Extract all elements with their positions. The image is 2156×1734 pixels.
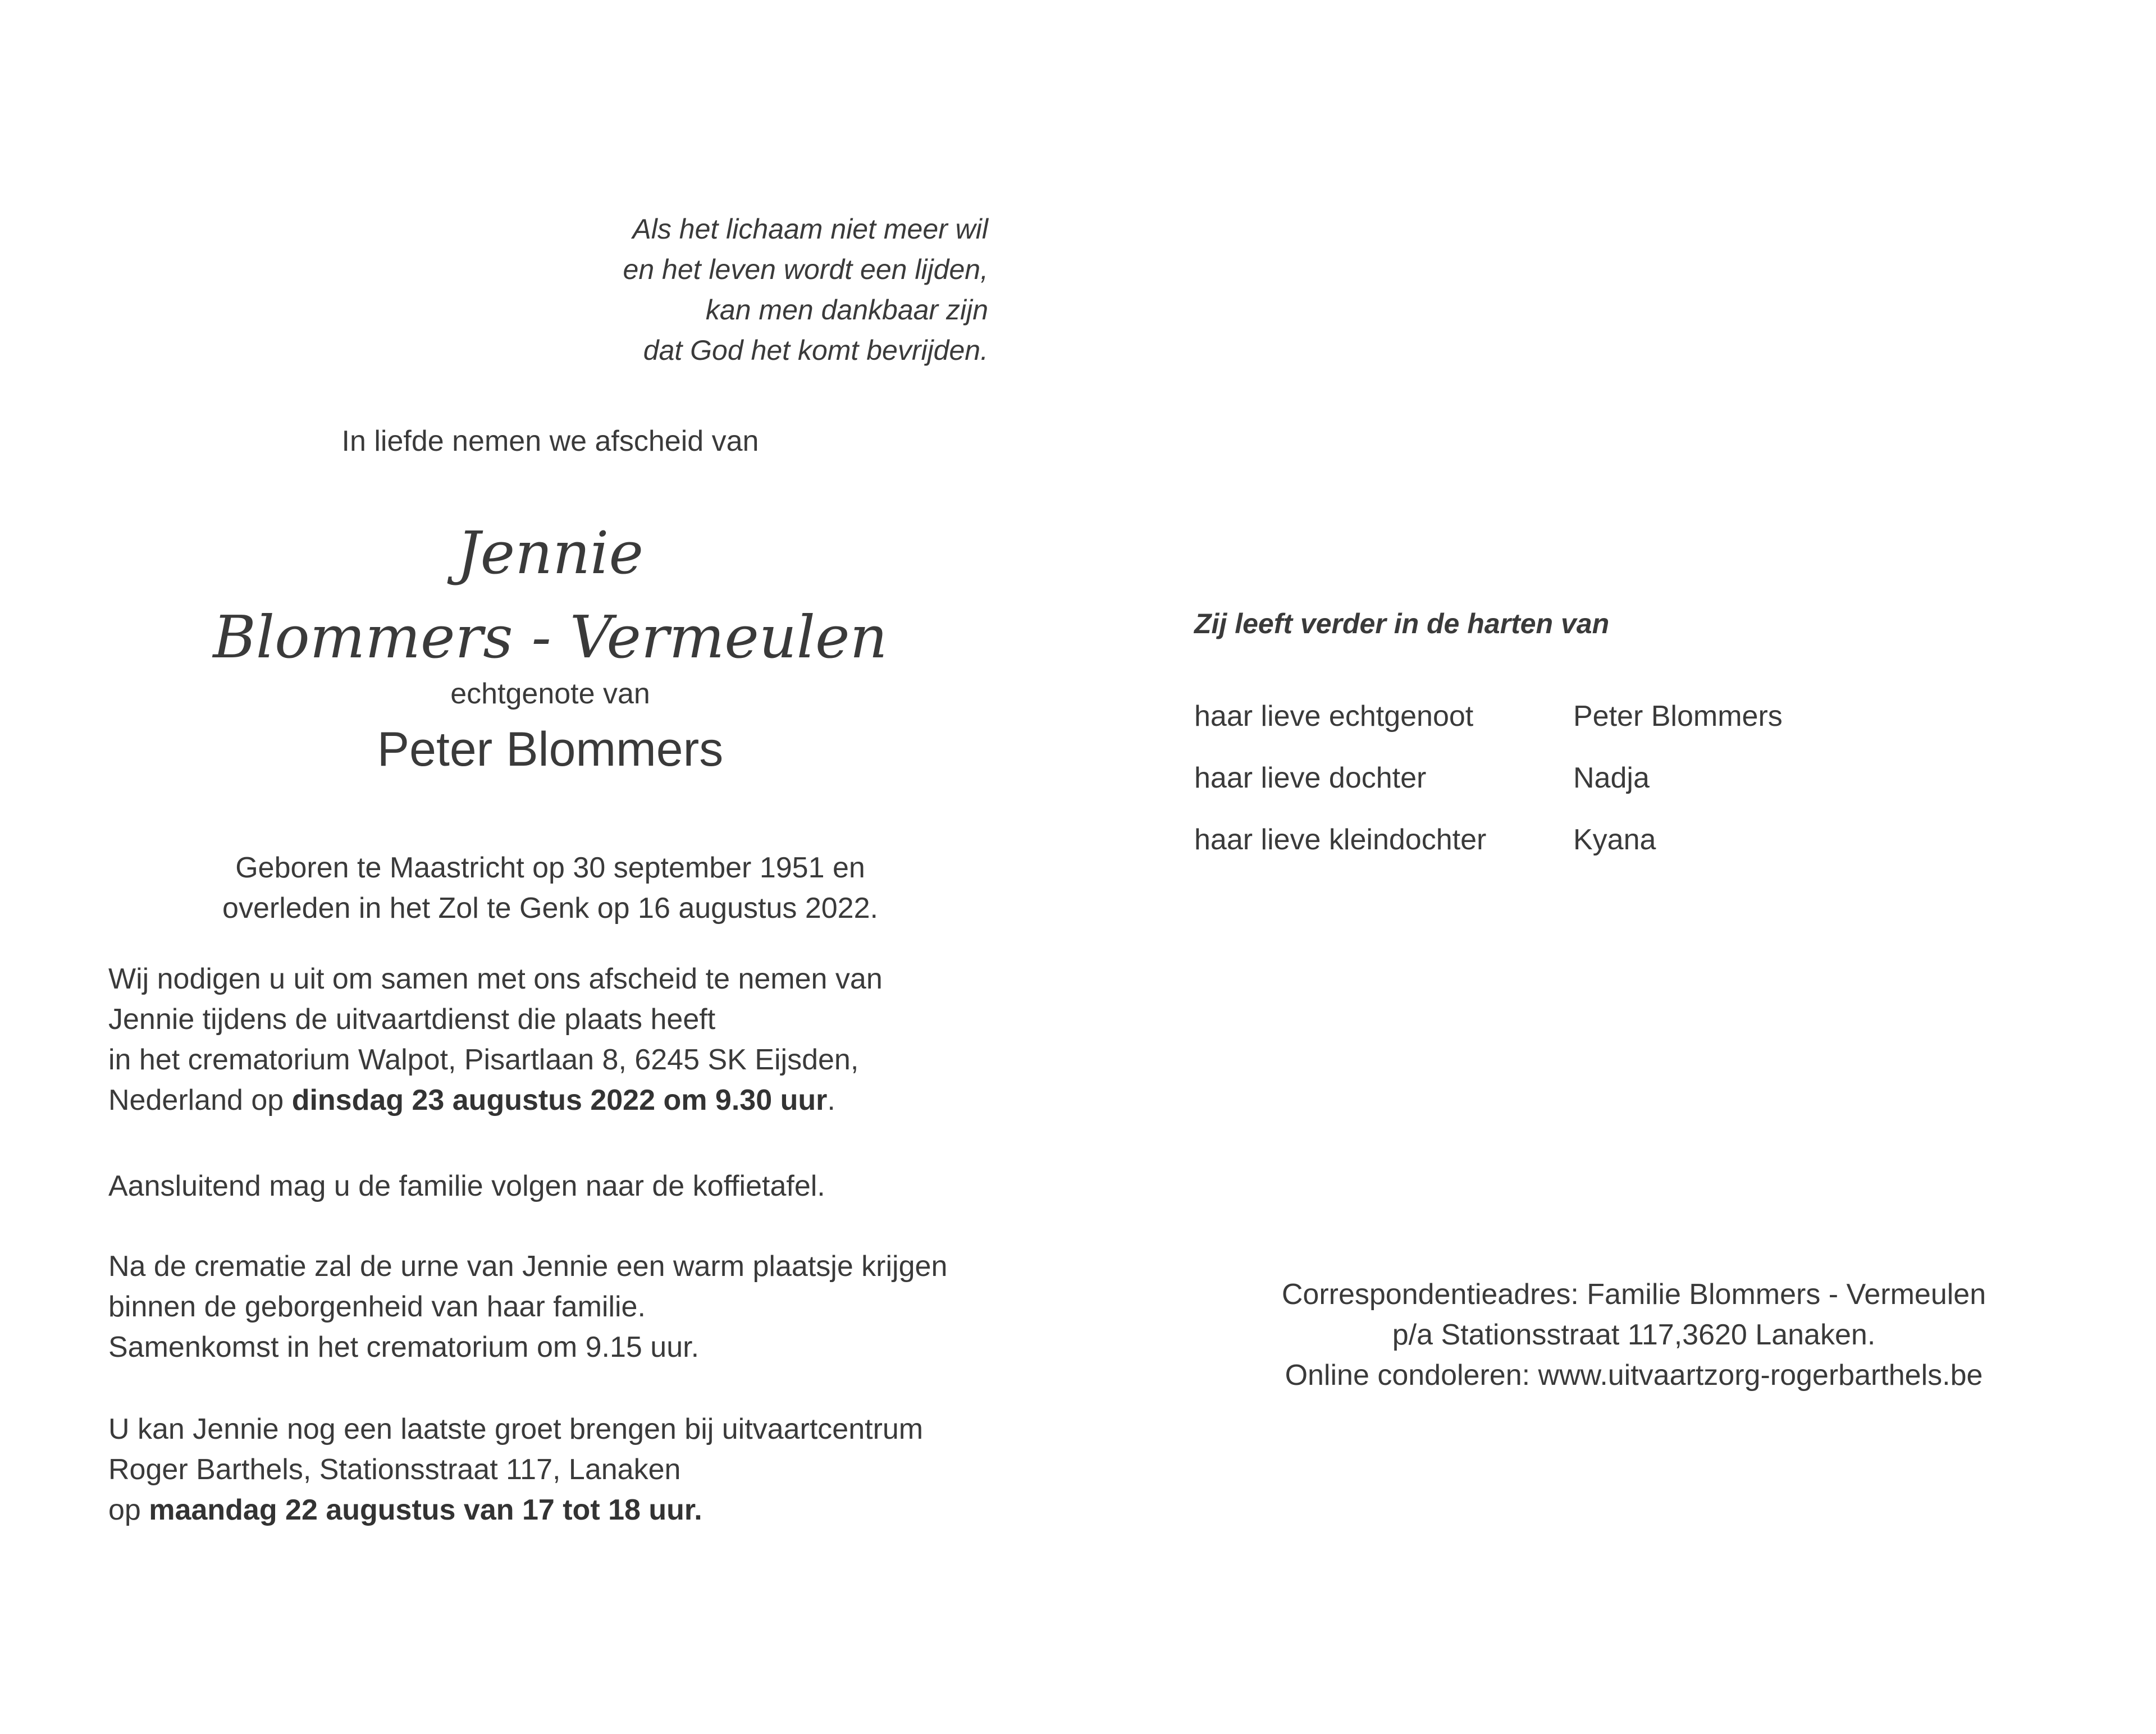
line-suffix: .: [827, 1084, 835, 1117]
paragraph-line: in het crematorium Walpot, Pisartlaan 8, 6245 SK Eijsden,: [108, 1044, 859, 1076]
paragraph-line: Jennie tijdens de uitvaartdienst die plaats heeft: [108, 1003, 716, 1036]
poem-line: en het leven wordt een lijden,: [623, 254, 988, 285]
paragraph-line: U kan Jennie nog een laatste groet brengen bij uitvaartcentrum: [108, 1413, 924, 1445]
survivor-relation: haar lieve kleindochter: [1194, 823, 1487, 856]
line-prefix: op: [108, 1494, 149, 1526]
line-prefix: Nederland op: [108, 1084, 292, 1117]
poem: [337, 209, 988, 370]
intro-text: In liefde nemen we afscheid van: [341, 425, 759, 457]
survivor-relation: haar lieve echtgenoot: [1194, 700, 1474, 733]
birth-death-dates: [129, 848, 971, 928]
poem-line: Als het lichaam niet meer wil: [632, 213, 988, 245]
survivors-title: Zij leeft verder in de harten van: [1194, 608, 1610, 639]
service-datetime: dinsdag 23 augustus 2022 om 9.30 uur: [291, 1084, 828, 1117]
paragraph-line: [108, 1490, 1063, 1530]
correspondence-street: p/a Stationsstraat 117,3620 Lanaken.: [1392, 1319, 1876, 1351]
paragraph-line: [108, 1080, 1063, 1120]
deceased-last-name: Blommers - Vermeulen: [213, 603, 888, 671]
relation-label: echtgenote van: [450, 678, 650, 710]
death-line: overleden in het Zol te Genk op 16 augustus 2022.: [222, 892, 878, 925]
invitation-paragraph: [108, 959, 1063, 1120]
paragraph-line: Samenkomst in het crematorium om 9.15 uur.: [108, 1331, 700, 1364]
deceased-name: [101, 511, 999, 679]
survivor-name: Kyana: [1573, 823, 1656, 856]
paragraph-line: binnen de geborgenheid van haar familie.: [108, 1291, 646, 1323]
deceased-first-name: Jennie: [456, 519, 643, 587]
poem-line: kan men dankbaar zijn: [705, 294, 988, 326]
paragraph-line: Wij nodigen u uit om samen met ons afscheid te nemen van: [108, 963, 883, 995]
visitation-paragraph: [108, 1409, 1063, 1530]
paragraph-line: Aansluitend mag u de familie volgen naar de koffietafel.: [108, 1170, 825, 1202]
correspondence-address: Correspondentieadres: Familie Blommers - Vermeulen: [1281, 1278, 1986, 1311]
paragraph-line: Roger Barthels, Stationsstraat 117, Lanaken: [108, 1453, 681, 1486]
correspondence-block: [1185, 1274, 2083, 1396]
survivor-relation: haar lieve dochter: [1194, 762, 1427, 794]
spouse-name: Peter Blommers: [377, 722, 724, 776]
online-condolence-link[interactable]: Online condoleren: www.uitvaartzorg-rogerbarthels.be: [1285, 1359, 1983, 1392]
cremation-paragraph: [108, 1246, 1063, 1367]
poem-line: dat God het komt bevrijden.: [643, 335, 988, 366]
survivor-name: Peter Blommers: [1573, 700, 1783, 733]
visitation-datetime: maandag 22 augustus van 17 tot 18 uur.: [149, 1494, 702, 1526]
birth-line: Geboren te Maastricht op 30 september 1951 en: [235, 852, 865, 884]
survivor-name: Nadja: [1573, 762, 1650, 794]
coffee-paragraph: [108, 1166, 1063, 1206]
paragraph-line: Na de crematie zal de urne van Jennie een warm plaatsje krijgen: [108, 1250, 948, 1283]
